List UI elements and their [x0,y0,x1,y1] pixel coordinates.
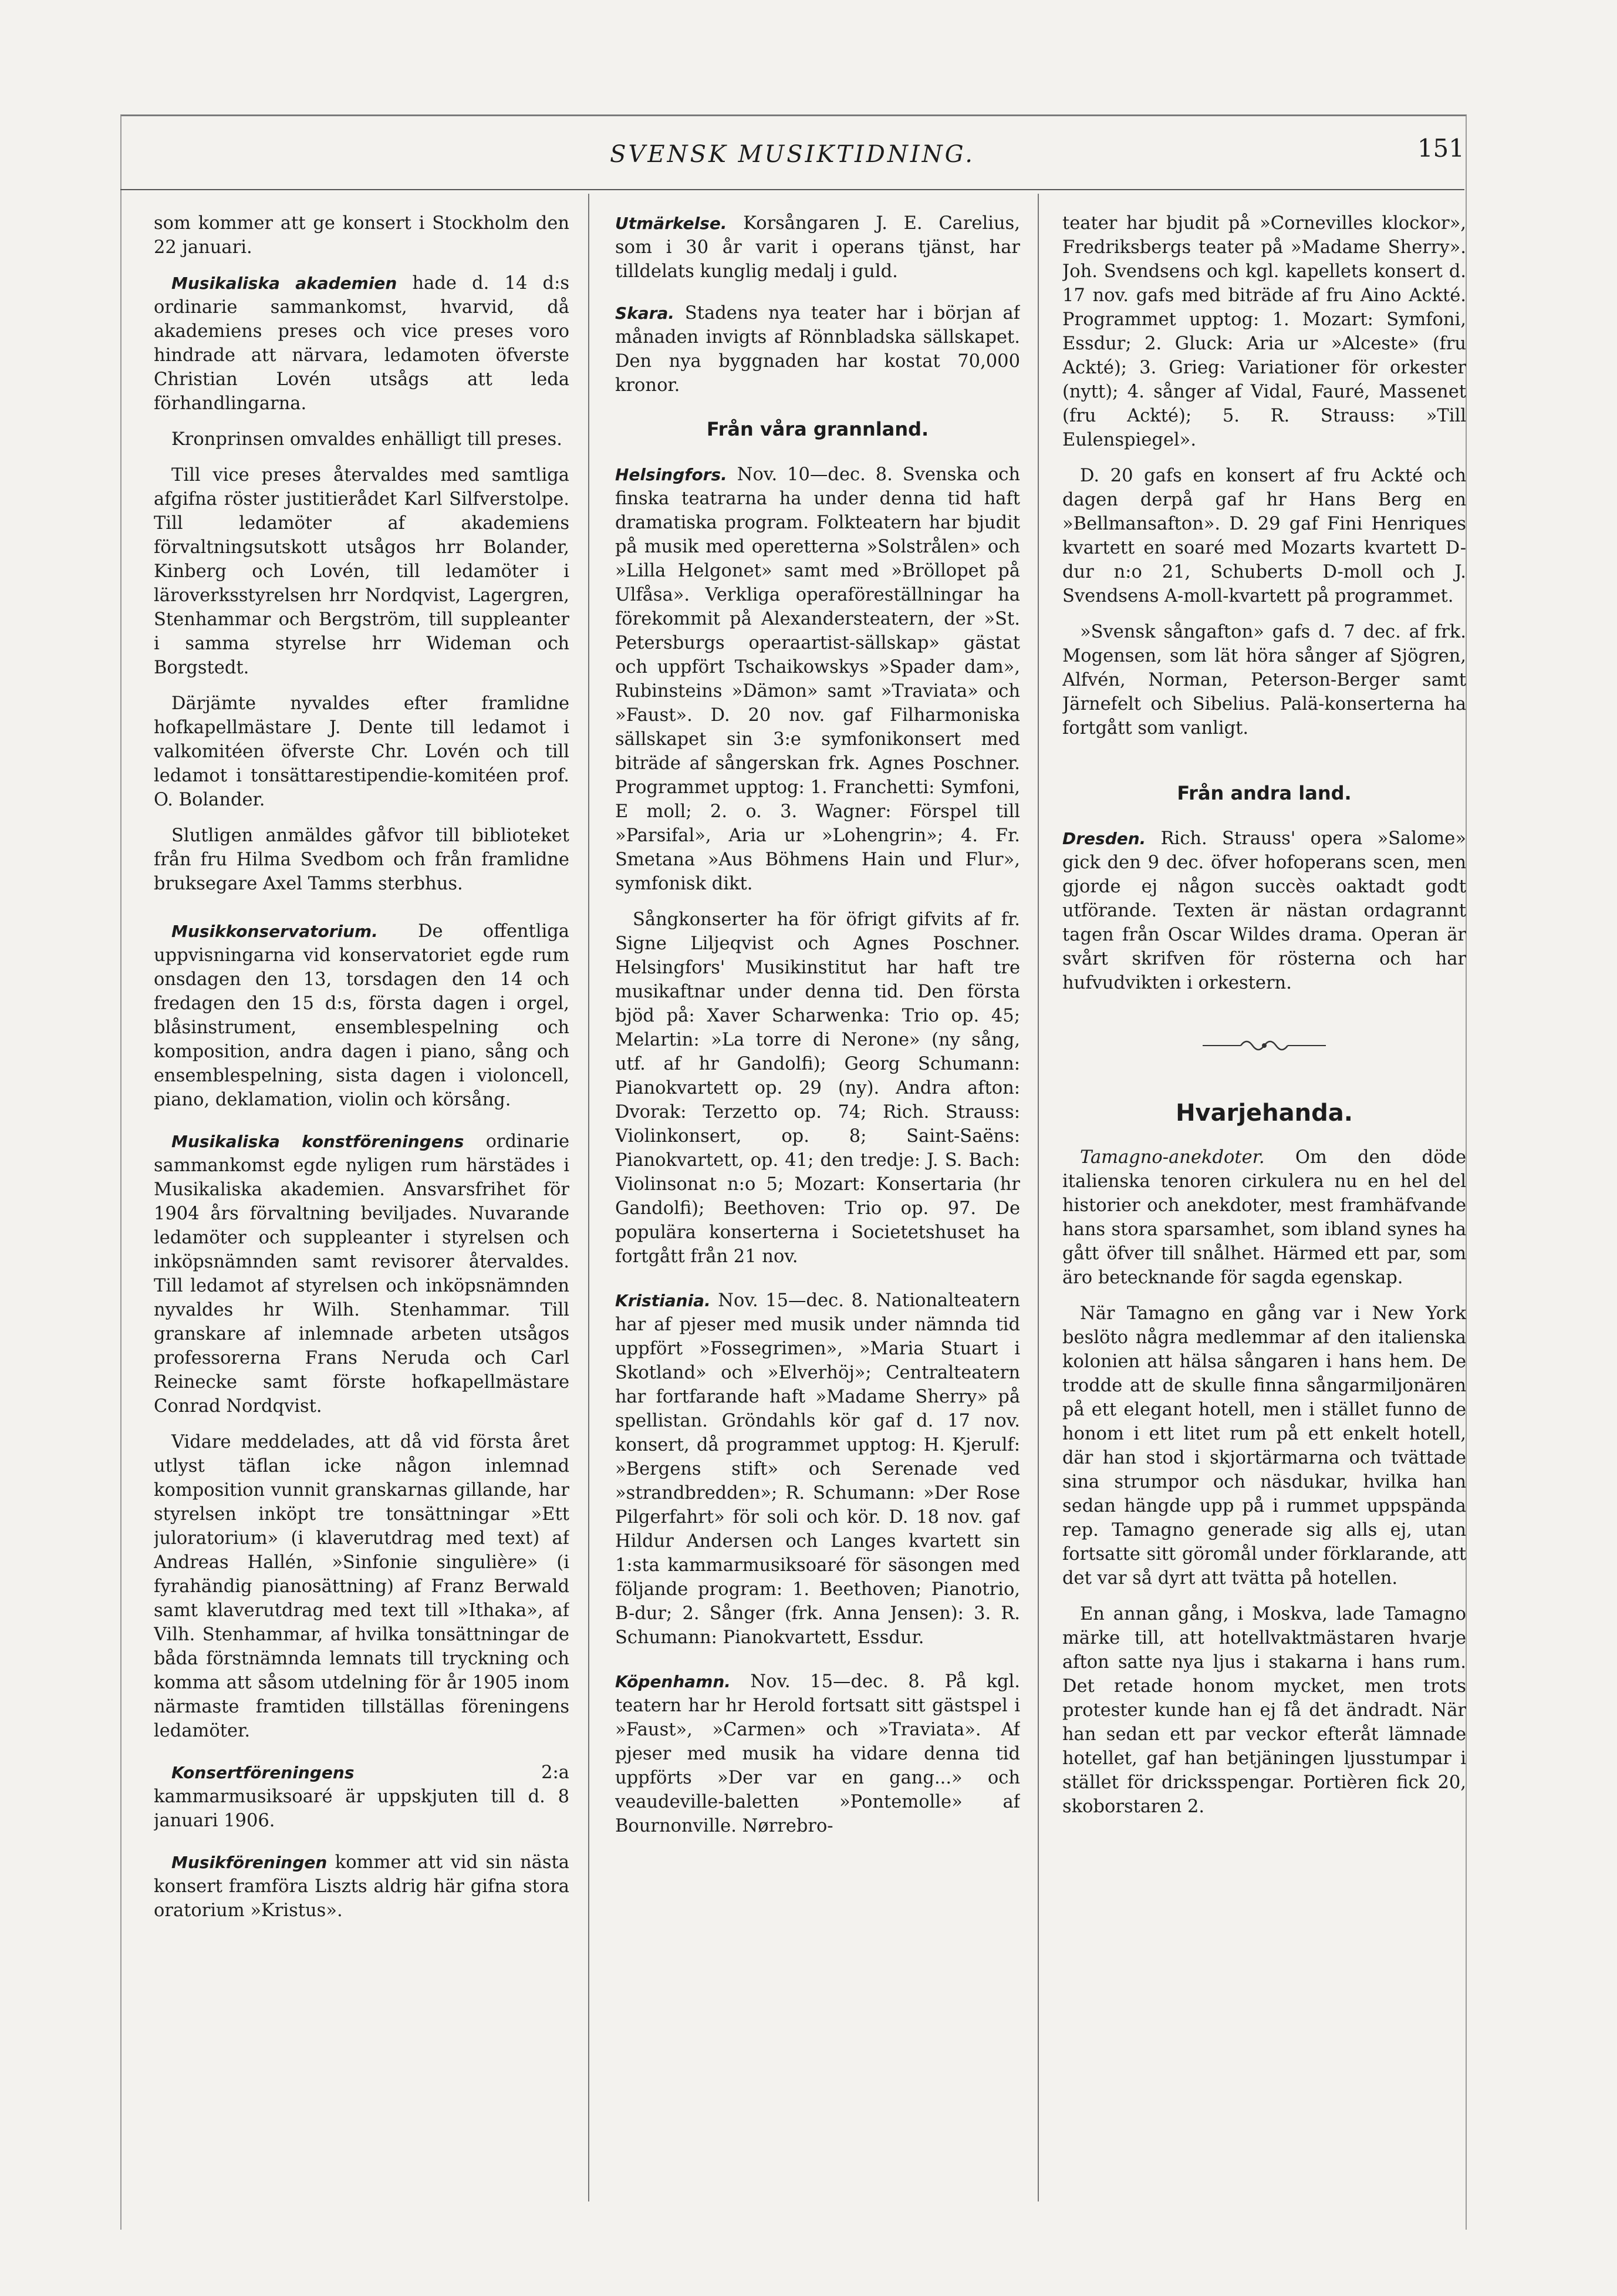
page-number: 151 [1417,134,1464,163]
news-keyword: Musikkonservatorium. [171,922,378,941]
news-keyword: Skara. [615,304,675,323]
paragraph: En annan gång, i Moskva, lade Tamagno märke till, att hotellvaktmästaren hvarje afton satte nya ljus i stakarna i hans rum. Det retade honom mycket, men trots protester kunde han ej få det ändradt. När han sedan ett par veckor efteråt lämnade hotellet, gaf han betjäningen ljusstumpar i stället för dricksspengar. Portièren fick 20, skoborstaren 2. [1062,1604,1466,1817]
news-keyword: Musikaliska akademien [171,274,397,293]
running-header [120,134,1464,181]
section-heading: Hvarjehanda. [1176,1100,1353,1127]
ornament-divider [1062,1036,1466,1060]
paragraph: Musikaliska akademien hade d. 14 d:s ordinarie sammankomst, hvarvid, då akademiens preses och vice preses voro hindrade att närvara, ledamoten öfverste Christian Lovén utsågs att leda förhandlingarna. [154,273,569,414]
paragraph: Därjämte nyvaldes efter framlidne hofkapellmästare J. Dente till ledamot i valkomitéen öfverste Chr. Lovén och till ledamot i tonsättarestipendie-komitéen prof. O. Bolander. [154,693,569,810]
paragraph: »Svensk sångafton» gafs d. 7 dec. af frk. Mogensen, som lät höra sånger af Sjögren, Alfvén, Norman, Peterson-Berger samt Järnefelt och Sibelius. Palä-konserterna ha fortgått som vanligt. [1062,622,1466,739]
news-keyword: Musikföreningen [171,1853,328,1872]
paragraph: Helsingfors. Nov. 10—dec. 8. Svenska och finska teatrarna ha under denna tid haft dramatiska program. Folkteatern har bjudit på musik med operetterna »Solstrålen» och »Lilla Helgonet» samt med »Bröllopet på Ulfåsa». Verkliga operaföreställningar ha förekommit på Alexandersteatern, der »St. Petersburgs operaartist-sällskap» gästat och uppfört Tschaikowskys »Spader dam», Rubinsteins »Dämon» samt »Traviata» och »Faust». D. 20 nov. gaf Filharmoniska sällskapet sin 3:e symfonikonsert med biträde af sångerskan frk. Agnes Poschner. Programmet upptog: 1. Franchetti: Symfoni, E moll; 2. o. 3. Wagner: Förspel till »Parsifal», Aria ur »Lohengrin»; 4. Fr. Smetana »Aus Böhmens Hain und Flur», symfonisk dikt. [615,464,1020,894]
paragraph: Sångkonserter ha för öfrigt gifvits af fr. Signe Liljeqvist och Agnes Poschner. Helsingfors' Musikinstitut har haft tre musikaftnar under denna tid. Den första bjöd på: Xaver Scharwenka: Trio op. 45; Melartin: »La torre di Nerone» (ny sång, utf. af hr Gandolfi); Georg Schumann: Pianokvartett op. 29 (ny). Andra afton: Dvorak: Terzetto op. 74; Rich. Strauss: Violinkonsert, op. 8; Saint-Saëns: Pianokvartett, op. 41; den tredje: J. S. Bach: Violinsonat n:o 5; Mozart: Konsertaria (hr Gandolfi); Beethoven: Trio op. 97. De populära konserterna i Societetshuset ha fortgått från 21 nov. [615,909,1020,1267]
paragraph: Musikaliska konstföreningens ordinarie sammankomst egde nyligen rum härstädes i Musikaliska akademien. Ansvarsfrihet för 1904 års förvaltning beviljades. Nuvarande ledamöter och suppleanter i styrelsen och inköpsnämnden samt revisorer återvaldes. Till ledamot af styrelsen och inköpsnämnden nyvaldes hr Wilh. Stenhammar. Till granskare af inlemnade arbeten utsågos professorerna Frans Neruda och Carl Reinecke samt förste hofkapellmästare Conrad Nordqvist. [154,1131,569,1417]
paragraph: Slutligen anmäldes gåfvor till biblioteket från fru Hilma Svedbom och från framlidne bruksegare Axel Tamms sterbhus. [154,825,569,894]
column-rule-1 [588,194,589,2201]
journal-title: SVENSK MUSIKTIDNING. [610,141,975,168]
news-keyword: Konsertföreningens [171,1763,355,1782]
news-keyword: Kristiania. [615,1291,711,1310]
column-rule-2 [1038,194,1039,2201]
paragraph: Kristiania. Nov. 15—dec. 8. Nationalteatern har af pjeser med musik under nämnda tid uppfört »Fossegrimen», »Maria Stuart i Skotland» och »Elverhöj»; Centralteatern har fortfarande haft »Madame Sherry» på spellistan. Gröndahls kör gaf d. 17 nov. konsert, då programmet upptog: H. Kjerulf: »Bergens stift» och Serenade ved »strandbredden»; R. Schumann: »Der Rose Pilgerfahrt» för soli och kör. D. 18 nov. gaf Hildur Andersen och Langes kvartett sin 1:sta kammarmusiksoaré för säsongen med följande program: 1. Beethoven; Pianotrio, B-dur; 2. Sånger (frk. Anna Jensen): 3. R. Schumann: Pianokvartett, Essdur. [615,1290,1020,1648]
column-1 [154,211,569,2207]
news-keyword: Dresden. [1062,829,1146,848]
paragraph: Tamagno-anekdoter. Om den döde italienska tenoren cirkulera nu en hel del historier och anekdoter, mest framhäfvande hans stora sparsamhet, som ibland synes ha gått öfver till snålhet. Härmed ett par, som äro betecknande för sagda egenskap. [1062,1147,1466,1288]
paragraph: teater har bjudit på »Cornevilles klockor», Fredriksbergs teater på »Madame Sherry». Joh. Svendsens och kgl. kapellets konsert d. 17 nov. gafs med biträde af fru Aino Ackté. Programmet upptog: 1. Mozart: Symfoni, Essdur; 2. Gluck: Aria ur »Alceste» (fru Ackté); 3. Grieg: Variationer för orkester (nytt); 4. sånger af Vidal, Fauré, Massenet (fru Ackté); 5. R. Strauss: »Till Eulenspiegel». [1062,213,1466,450]
anecdote-title: Tamagno-anekdoter. [1080,1147,1265,1168]
paragraph: som kommer att ge konsert i Stockholm den 22 januari. [154,213,569,258]
column-3 [1062,211,1466,2207]
paragraph: Till vice preses återvaldes med samtliga afgifna röster justitierådet Karl Silfverstolpe. Till ledamöter af akademiens förvaltningsutskott utsågos hrr Bolander, Kinberg och Lovén, till ledamöter i läroverksstyrelsen hrr Nordqvist, Lagergren, Stenhammar och Bergström, till suppleanter i samma styrelse hrr Wideman och Borgstedt. [154,465,569,678]
news-keyword: Musikaliska konstföreningens [171,1132,464,1151]
paragraph: När Tamagno en gång var i New York beslöto några medlemmar af den italienska kolonien att hälsa sångaren i hans hem. De trodde att de skulle finna sångarmiljonären på ett elegant hotell, men i stället funno de honom i ett litet rum på ett enkelt hotell, där han stod i skjortärmarna och tvättade sina strumpor och näsdukar, hvilka han sedan hängde upp på i rummet uppspända rep. Tamagno generade sig alls ej, utan fortsatte sitt göromål under förklarande, att det var så dyrt att tvätta på hotellen. [1062,1303,1466,1589]
news-keyword: Utmärkelse. [615,214,727,233]
column-2 [615,211,1020,2207]
flourish-ornament-icon [1200,1036,1329,1054]
news-keyword: Helsingfors. [615,465,727,484]
paragraph: Dresden. Rich. Strauss' opera »Salome» gick den 9 dec. öfver hofoperans scen, men gjorde ej någon succès oaktadt godt utförande. Texten är nästan ordagrannt tagen från Oscar Wildes drama. Operan är svårt skrifven för rösterna och har hufvudvikten i orkestern. [1062,828,1466,993]
header-rule [120,189,1464,190]
paragraph: Konsertföreningens 2:a kammarmusiksoaré är uppskjuten till d. 8 januari 1906. [154,1762,569,1831]
paragraph: Köpenhamn. Nov. 15—dec. 8. På kgl. teatern har hr Herold fortsatt sitt gästspel i »Faust», »Carmen» och »Traviata». Af pjeser med musik ha vidare denna tid uppförts »Der var en gang...» och veaudeville-baletten »Pontemolle» af Bournonville. Nørrebro- [615,1671,1020,1836]
paragraph: Utmärkelse. Korsångaren J. E. Carelius, som i 30 år varit i operans tjänst, har tilldelats kunglig medalj i guld. [615,213,1020,282]
paragraph: D. 20 gafs en konsert af fru Ackté och dagen derpå gaf hr Hans Berg en »Bellmansafton». D. 29 gaf Fini Henriques kvartett en soaré med Mozarts kvartett D-dur n:o 21, Schuberts D-moll och J. Svendsens A-moll-kvartett på programmet. [1062,466,1466,606]
paragraph: Musikföreningen kommer att vid sin nästa konsert framföra Liszts aldrig här gifna stora oratorium »Kristus». [154,1852,569,1921]
paragraph: Vidare meddelades, att då vid första året utlyst täflan icke någon inlemnad komposition vunnit granskarnas gillande, har styrelsen inköpt tre tonsättningar »Ett juloratorium» (i klaverutdrag med text) af Andreas Hallén, »Sinfonie singulière» (i fyrahändig pianosättning) af Franz Berwald samt klaverutdrag med text till »Ithaka», af Vilh. Stenhammar, af hvilka tonsättningar de båda förstnämnda lemnats till tryckning och komma att såsom utdelning för år 1905 inom närmaste framtiden tillställas föreningens ledamöter. [154,1432,569,1741]
paragraph: Skara. Stadens nya teater har i början af månaden invigts af Rönnbladska sällskapet. Den nya byggnaden har kostat 70,000 kronor. [615,303,1020,396]
paragraph: Kronprinsen omvaldes enhälligt till preses. [171,429,562,450]
news-keyword: Köpenhamn. [615,1672,731,1691]
section-heading: Från andra land. [1177,782,1352,804]
paragraph: Musikkonservatorium. De offentliga uppvisningarna vid konservatoriet egde rum onsdagen den 13, torsdagen den 14 och fredagen den 15 d:s, första dagen i orgel, blåsinstrument, ensemblespelning och komposition, andra dagen i piano, sång och ensemblespelning, sista dagen i violoncell, piano, deklamation, violin och körsång. [154,921,569,1110]
section-heading: Från våra grannland. [706,418,929,440]
